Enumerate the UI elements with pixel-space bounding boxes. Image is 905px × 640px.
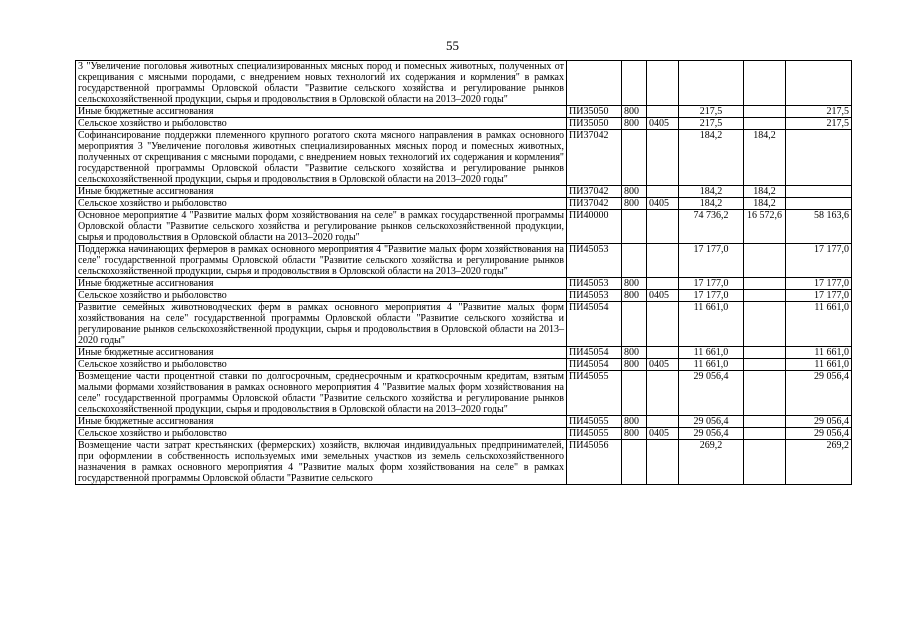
row-regional-cell: 217,5 [786, 118, 852, 130]
row-total-cell: 269,2 [679, 440, 744, 485]
row-code-cell: ПИ45054 [567, 302, 622, 347]
row-total-cell: 217,5 [679, 106, 744, 118]
row-federal-cell [744, 347, 786, 359]
row-total-cell: 17 177,0 [679, 290, 744, 302]
row-total-cell: 217,5 [679, 118, 744, 130]
row-name-cell: Иные бюджетные ассигнования [76, 106, 567, 118]
row-expense-type-cell: 800 [622, 106, 647, 118]
row-federal-cell [744, 244, 786, 278]
row-section-cell: 0405 [647, 290, 679, 302]
row-section-cell [647, 278, 679, 290]
row-code-cell: ПИ37042 [567, 198, 622, 210]
row-section-cell [647, 244, 679, 278]
row-section-cell: 0405 [647, 198, 679, 210]
row-federal-cell: 184,2 [744, 198, 786, 210]
row-expense-type-cell: 800 [622, 290, 647, 302]
row-regional-cell: 11 661,0 [786, 347, 852, 359]
row-federal-cell: 184,2 [744, 130, 786, 186]
row-federal-cell [744, 371, 786, 416]
row-federal-cell [744, 106, 786, 118]
row-section-cell [647, 61, 679, 106]
row-regional-cell: 217,5 [786, 106, 852, 118]
table-row [76, 198, 852, 210]
table-row [76, 428, 852, 440]
table-row [76, 371, 852, 416]
row-code-cell: ПИ45054 [567, 347, 622, 359]
row-federal-cell: 16 572,6 [744, 210, 786, 244]
row-section-cell [647, 371, 679, 416]
row-code-cell: ПИ37042 [567, 130, 622, 186]
row-regional-cell [786, 186, 852, 198]
page-number: 55 [446, 38, 459, 53]
row-section-cell [647, 186, 679, 198]
table-row [76, 359, 852, 371]
table-row [76, 210, 852, 244]
row-expense-type-cell: 800 [622, 416, 647, 428]
row-code-cell: ПИ35050 [567, 118, 622, 130]
row-code-cell: ПИ35050 [567, 106, 622, 118]
row-regional-cell: 11 661,0 [786, 302, 852, 347]
row-regional-cell [786, 198, 852, 210]
row-name-cell: Сельское хозяйство и рыболовство [76, 118, 567, 130]
row-section-cell [647, 106, 679, 118]
table-row [76, 244, 852, 278]
row-expense-type-cell [622, 244, 647, 278]
row-federal-cell [744, 118, 786, 130]
row-expense-type-cell: 800 [622, 359, 647, 371]
row-code-cell: ПИ45055 [567, 428, 622, 440]
row-name-cell: Сельское хозяйство и рыболовство [76, 428, 567, 440]
row-section-cell: 0405 [647, 359, 679, 371]
row-name-cell: Сельское хозяйство и рыболовство [76, 359, 567, 371]
table-row [76, 347, 852, 359]
row-expense-type-cell [622, 302, 647, 347]
row-code-cell: ПИ45056 [567, 440, 622, 485]
row-federal-cell [744, 302, 786, 347]
row-expense-type-cell: 800 [622, 278, 647, 290]
row-expense-type-cell: 800 [622, 118, 647, 130]
table-row [76, 61, 852, 106]
row-expense-type-cell: 800 [622, 347, 647, 359]
row-code-cell [567, 61, 622, 106]
row-federal-cell [744, 359, 786, 371]
row-expense-type-cell: 800 [622, 198, 647, 210]
table-row [76, 416, 852, 428]
row-expense-type-cell [622, 371, 647, 416]
row-code-cell: ПИ45053 [567, 278, 622, 290]
row-total-cell: 11 661,0 [679, 302, 744, 347]
table-row [76, 186, 852, 198]
row-regional-cell: 17 177,0 [786, 278, 852, 290]
row-federal-cell: 184,2 [744, 186, 786, 198]
row-total-cell: 29 056,4 [679, 428, 744, 440]
table-row [76, 302, 852, 347]
row-section-cell [647, 302, 679, 347]
row-code-cell: ПИ45055 [567, 371, 622, 416]
row-total-cell: 184,2 [679, 130, 744, 186]
row-total-cell [679, 61, 744, 106]
row-code-cell: ПИ45054 [567, 359, 622, 371]
row-section-cell [647, 440, 679, 485]
row-name-cell: Сельское хозяйство и рыболовство [76, 198, 567, 210]
row-code-cell: ПИ45053 [567, 244, 622, 278]
row-federal-cell [744, 416, 786, 428]
table-body [76, 61, 852, 485]
table-row [76, 118, 852, 130]
table-row [76, 106, 852, 118]
row-regional-cell: 17 177,0 [786, 290, 852, 302]
row-expense-type-cell [622, 130, 647, 186]
table-row [76, 130, 852, 186]
row-regional-cell: 269,2 [786, 440, 852, 485]
row-section-cell: 0405 [647, 428, 679, 440]
row-total-cell: 29 056,4 [679, 416, 744, 428]
row-section-cell [647, 347, 679, 359]
row-federal-cell [744, 428, 786, 440]
row-name-cell: Возмещение части затрат крестьянских (фермерских) хозяйств, включая индивидуальных предпринимателей, при оформлении в собственность используемых ими земельных участков из земель сельскохозяйственного назначения в рамках основного мероприятия 4 "Развитие малых форм хозяйствования на селе" в рамках государственной программы Орловской области "Развитие сельского [76, 440, 567, 485]
row-total-cell: 17 177,0 [679, 278, 744, 290]
row-code-cell: ПИ40000 [567, 210, 622, 244]
row-total-cell: 184,2 [679, 186, 744, 198]
row-name-cell: Основное мероприятие 4 "Развитие малых форм хозяйствования на селе" в рамках государственной программы Орловской области "Развитие сельского хозяйства и регулирование рынков сельскохозяйственной продукции, сырья и продовольствия в Орловской области на 2013–2020 годы" [76, 210, 567, 244]
row-regional-cell: 17 177,0 [786, 244, 852, 278]
row-name-cell: Софинансирование поддержки племенного крупного рогатого скота мясного направления в рамках основного мероприятия 3 "Увеличение поголовья животных специализированных мясных пород и помесных животных, полученных от скрещивания с мясными породами, с внедрением новых технологий их содержания и кормления" государственной программы Орловской области "Развитие сельского хозяйства и регулирование рынков сельскохозяйственной продукции, сырья и продовольствия в Орловской области на 2013–2020 годы" [76, 130, 567, 186]
row-name-cell: Сельское хозяйство и рыболовство [76, 290, 567, 302]
row-total-cell: 11 661,0 [679, 359, 744, 371]
row-section-cell: 0405 [647, 118, 679, 130]
row-name-cell: Поддержка начинающих фермеров в рамках основного мероприятия 4 "Развитие малых форм хозяйствования на селе" государственной программы Орловской области "Развитие сельского хозяйства и регулирование рынков сельскохозяйственной продукции, сырья и продовольствия в Орловской области на 2013–2020 годы" [76, 244, 567, 278]
row-expense-type-cell: 800 [622, 428, 647, 440]
row-section-cell [647, 416, 679, 428]
row-code-cell: ПИ37042 [567, 186, 622, 198]
row-total-cell: 184,2 [679, 198, 744, 210]
row-regional-cell: 29 056,4 [786, 416, 852, 428]
row-total-cell: 29 056,4 [679, 371, 744, 416]
row-total-cell: 74 736,2 [679, 210, 744, 244]
row-name-cell: Иные бюджетные ассигнования [76, 347, 567, 359]
row-expense-type-cell [622, 210, 647, 244]
budget-table [75, 60, 852, 485]
row-total-cell: 11 661,0 [679, 347, 744, 359]
row-expense-type-cell: 800 [622, 186, 647, 198]
row-name-cell: 3 "Увеличение поголовья животных специализированных мясных пород и помесных животных, полученных от скрещивания с мясными породами, с внедрением новых технологий их содержания и кормления" в рамках государственной программы Орловской области "Развитие сельского хозяйства и регулирование рынков сельскохозяйственной продукции, сырья и продовольствия в Орловской области на 2013–2020 годы" [76, 61, 567, 106]
row-regional-cell: 29 056,4 [786, 428, 852, 440]
row-federal-cell [744, 440, 786, 485]
row-total-cell: 17 177,0 [679, 244, 744, 278]
row-expense-type-cell [622, 61, 647, 106]
row-expense-type-cell [622, 440, 647, 485]
row-name-cell: Развитие семейных животноводческих ферм в рамках основного мероприятия 4 "Развитие малых форм хозяйствования на селе" государственной программы Орловской области "Развитие сельского хозяйства и регулирование рынков сельскохозяйственной продукции, сырья и продовольствия в Орловской области на 2013–2020 годы" [76, 302, 567, 347]
row-name-cell: Иные бюджетные ассигнования [76, 278, 567, 290]
row-name-cell: Иные бюджетные ассигнования [76, 186, 567, 198]
row-name-cell: Иные бюджетные ассигнования [76, 416, 567, 428]
row-regional-cell: 58 163,6 [786, 210, 852, 244]
row-code-cell: ПИ45055 [567, 416, 622, 428]
row-federal-cell [744, 61, 786, 106]
row-code-cell: ПИ45053 [567, 290, 622, 302]
row-name-cell: Возмещение части процентной ставки по долгосрочным, среднесрочным и краткосрочным кредитам, взятым малыми формами хозяйствования в рамках основного мероприятия 4 "Развитие малых форм хозяйствования на селе" государственной программы Орловской области "Развитие сельского хозяйства и регулирование рынков сельскохозяйственной продукции, сырья и продовольствия в Орловской области на 2013–2020 годы" [76, 371, 567, 416]
table-row [76, 290, 852, 302]
row-federal-cell [744, 278, 786, 290]
row-federal-cell [744, 290, 786, 302]
table-row [76, 278, 852, 290]
table-row [76, 440, 852, 485]
row-section-cell [647, 210, 679, 244]
row-regional-cell: 11 661,0 [786, 359, 852, 371]
row-regional-cell: 29 056,4 [786, 371, 852, 416]
row-regional-cell [786, 130, 852, 186]
row-section-cell [647, 130, 679, 186]
row-regional-cell [786, 61, 852, 106]
